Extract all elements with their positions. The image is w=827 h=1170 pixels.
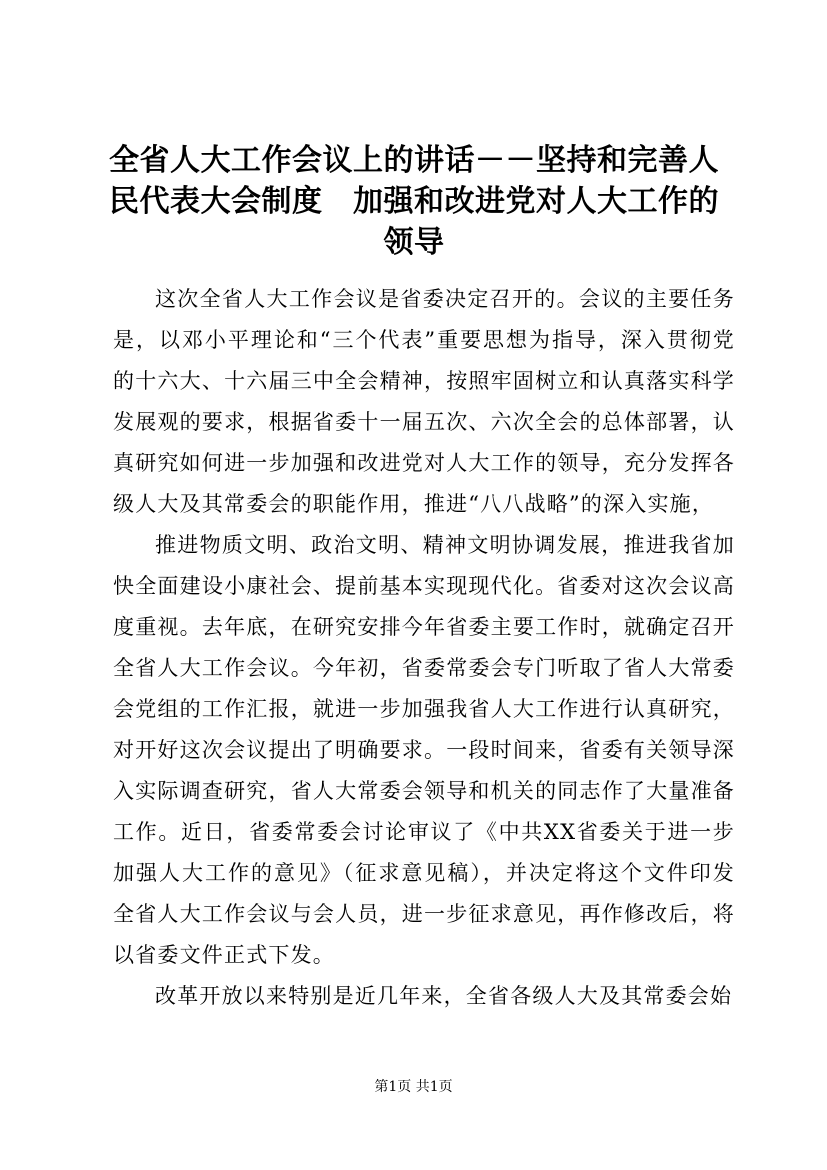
- paragraph-1: 这次全省人大工作会议是省委决定召开的。会议的主要任务是，以邓小平理论和“三个代表”重要思想为指导，深入贯彻党的十六大、十六届三中全会精神，按照牢固树立和认真落实科学发展观的要求，根据省委十一届五次、六次全会的总体部署，认真研究如何进一步加强和改进党对人大工作的领导，充分发挥各级人大及其常委会的职能作用，推进“八八战略”的深入实施，: [113, 287, 735, 516]
- document-body: [113, 279, 735, 1017]
- page-number-footer: 第1页 共1页: [374, 1079, 453, 1095]
- document-title: 全省人大工作会议上的讲话－－坚持和完善人民代表大会制度 加强和改进党对人大工作的领导: [109, 143, 719, 260]
- paragraph-3: 改革开放以来特别是近几年来，全省各级人大及其常委会始: [155, 984, 733, 1008]
- paragraph-2: 推进物质文明、政治文明、精神文明协调发展，推进我省加快全面建设小康社会、提前基本实现现代化。省委对这次会议高度重视。去年底，在研究安排今年省委主要工作时，就确定召开全省人大工作会议。今年初，省委常委会专门听取了省人大常委会党组的工作汇报，就进一步加强我省人大工作进行认真研究，对开好这次会议提出了明确要求。一段时间来，省委有关领导深入实际调查研究，省人大常委会领导和机关的同志作了大量准备工作。近日，省委常委会讨论审议了《中共XX省委关于进一步加强人大工作的意见》（征求意见稿），并决定将这个文件印发全省人大工作会议与会人员，进一步征求意见，再作修改后，将以省委文件正式下发。: [113, 533, 735, 967]
